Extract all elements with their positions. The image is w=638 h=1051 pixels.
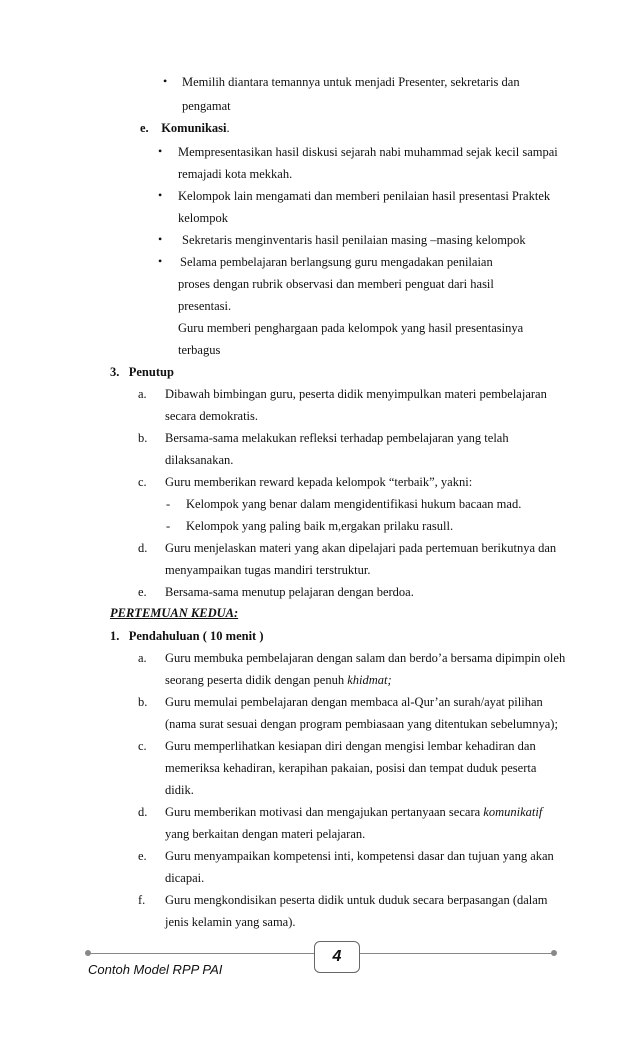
- list-marker: e.: [138, 585, 147, 599]
- list-marker: d.: [138, 541, 148, 555]
- list-item-text: Bersama-sama melakukan refleksi terhadap pembelajaran yang telah: [165, 431, 509, 445]
- bullet-text: Sekretaris menginventaris hasil penilaian masing –masing kelompok: [182, 233, 526, 247]
- list-marker: b.: [138, 431, 148, 445]
- text-line: Memilih diantara temannya untuk menjadi Presenter, sekretaris dan: [182, 75, 520, 89]
- text-span: seorang peserta didik dengan penuh: [165, 673, 348, 687]
- text-line: didik.: [165, 783, 194, 797]
- section-heading: [110, 628, 264, 644]
- bullet-text: Selama pembelajaran berlangsung guru mengadakan penilaian: [180, 255, 493, 269]
- list-marker: c.: [138, 475, 147, 489]
- bullet-text: Kelompok lain mengamati dan memberi penilaian hasil presentasi Praktek: [178, 189, 551, 203]
- text-line: jenis kelamin yang sama).: [165, 915, 296, 929]
- italic-text: komunikatif: [483, 805, 543, 819]
- list-marker: c.: [138, 739, 147, 753]
- text-line: secara demokratis.: [165, 409, 259, 423]
- dash-marker: -: [166, 497, 171, 511]
- footer-dot-right: [551, 950, 557, 956]
- text-line: terbagus: [178, 343, 221, 357]
- bullet-icon: •: [158, 144, 163, 158]
- list-item-text: Guru memulai pembelajaran dengan membaca al-Qur’an surah/ayat pilihan: [165, 695, 543, 709]
- section-number: 1.: [110, 629, 120, 643]
- list-item-text: Guru menjelaskan materi yang akan dipelajari pada pertemuan berikutnya dan: [165, 541, 557, 555]
- list-marker: a.: [138, 387, 147, 401]
- text-line: dilaksanakan.: [165, 453, 234, 467]
- list-item-text: Guru memperlihatkan kesiapan diri dengan mengisi lembar kehadiran dan: [165, 739, 536, 753]
- footer-dot-left: [85, 950, 91, 956]
- list-item-text: Dibawah bimbingan guru, peserta didik menyimpulkan materi pembelajaran: [165, 387, 547, 401]
- list-item-text: Guru memberikan reward kepada kelompok “terbaik”, yakni:: [165, 475, 473, 489]
- list-marker: b.: [138, 695, 148, 709]
- dash-marker: -: [166, 519, 171, 533]
- bullet-icon: •: [163, 74, 168, 88]
- list-marker: e.: [138, 849, 147, 863]
- text-line: (nama surat sesuai dengan program pembiasaan yang ditentukan sebelumnya);: [165, 717, 558, 731]
- subsection-title: Komunikasi: [161, 121, 227, 135]
- punctuation: .: [226, 121, 230, 135]
- list-item-text: Guru menyampaikan kompetensi inti, kompetensi dasar dan tujuan yang akan: [165, 849, 554, 863]
- dash-item-text: Kelompok yang paling baik m,ergakan prilaku rasull.: [186, 519, 454, 533]
- list-marker: f.: [138, 893, 146, 907]
- section-heading: [110, 364, 174, 380]
- list-item-text: Bersama-sama menutup pelajaran dengan berdoa.: [165, 585, 414, 599]
- list-item-text: [165, 804, 542, 820]
- section-number: 3.: [110, 365, 120, 379]
- text-line: [165, 672, 392, 688]
- text-line: proses dengan rubrik observasi dan memberi penguat dari hasil: [178, 277, 494, 291]
- text-line: Guru memberi penghargaan pada kelompok yang hasil presentasinya: [178, 321, 524, 335]
- bullet-icon: •: [158, 254, 163, 268]
- text-line: menyampaikan tugas mandiri terstruktur.: [165, 563, 371, 577]
- list-marker: a.: [138, 651, 147, 665]
- page-number: 4: [314, 941, 360, 973]
- text-line: yang berkaitan dengan materi pelajaran.: [165, 827, 366, 841]
- dash-item-text: Kelompok yang benar dalam mengidentifikasi hukum bacaan mad.: [186, 497, 522, 511]
- list-item-text: Guru membuka pembelajaran dengan salam dan berdo’a bersama dipimpin oleh: [165, 651, 566, 665]
- bullet-text: [182, 74, 566, 90]
- text-line: dicapai.: [165, 871, 205, 885]
- text-line: pengamat: [182, 99, 231, 113]
- text-line: remajadi kota mekkah.: [178, 167, 293, 181]
- list-marker: e.: [140, 121, 149, 135]
- meeting-heading: PERTEMUAN KEDUA:: [110, 606, 239, 620]
- bullet-text: Mempresentasikan hasil diskusi sejarah nabi muhammad sejak kecil sampai: [178, 145, 558, 159]
- subsection-e: [140, 120, 230, 136]
- text-span: Guru memberikan motivasi dan mengajukan pertanyaan secara: [165, 805, 484, 819]
- text-line: memeriksa kehadiran, kerapihan pakaian, posisi dan tempat duduk peserta: [165, 761, 537, 775]
- list-item-text: Guru mengkondisikan peserta didik untuk duduk secara berpasangan (dalam: [165, 893, 548, 907]
- section-title: Pendahuluan ( 10 menit ): [128, 629, 264, 643]
- italic-text: khidmat;: [347, 673, 392, 687]
- text-line: kelompok: [178, 211, 228, 225]
- footer-title: Contoh Model RPP PAI: [88, 962, 223, 977]
- text-line: presentasi.: [178, 299, 232, 313]
- bullet-icon: •: [158, 232, 163, 246]
- bullet-icon: •: [158, 188, 163, 202]
- list-marker: d.: [138, 805, 148, 819]
- section-title: Penutup: [128, 365, 174, 379]
